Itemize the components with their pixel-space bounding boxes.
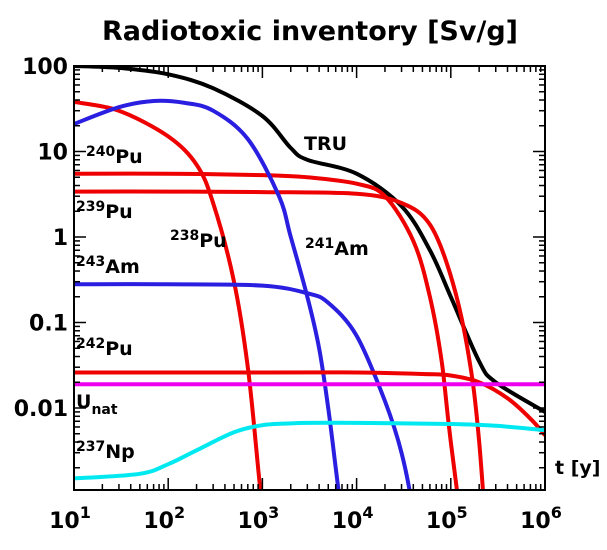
series-label-239pu: $^{239}$Pu xyxy=(76,199,133,223)
x-tick-label: $10^6$ xyxy=(520,503,562,534)
y-tick-label: 0.01 xyxy=(13,397,68,422)
series-label-unat: $U_{nat}$ xyxy=(76,391,118,418)
x-tick-label: $10^5$ xyxy=(425,503,468,534)
x-tick-label: $10^1$ xyxy=(49,503,91,534)
x-tick-label: $10^4$ xyxy=(331,503,374,534)
x-tick-label: $10^2$ xyxy=(143,503,186,534)
series-line-237np xyxy=(74,423,545,479)
y-tick-label: 0.1 xyxy=(29,311,68,337)
y-tick-label: 10 xyxy=(37,140,68,166)
series-line-240pu xyxy=(74,174,488,550)
series-label-238pu: $^{238}$Pu xyxy=(170,228,227,252)
series-label-242pu: $^{242}$Pu xyxy=(76,336,133,360)
y-tick-label: 1 xyxy=(52,226,68,251)
series-label-tru: TRU xyxy=(304,133,348,155)
chart-title: Radiotoxic inventory [Sv/g] xyxy=(102,16,518,47)
y-tick-label: 100 xyxy=(22,55,68,80)
series-line-238pu xyxy=(74,102,270,550)
x-axis-label: t [y] xyxy=(555,457,601,479)
series-label-243am: $^{243}$Am xyxy=(76,254,140,278)
x-tick-label: $10^3$ xyxy=(237,503,280,534)
series-label-241am: $^{241}$Am xyxy=(305,236,369,260)
series-label-237np: $^{237}$Np xyxy=(76,439,135,463)
series-label-240pu: $^{240}$Pu xyxy=(86,144,143,168)
